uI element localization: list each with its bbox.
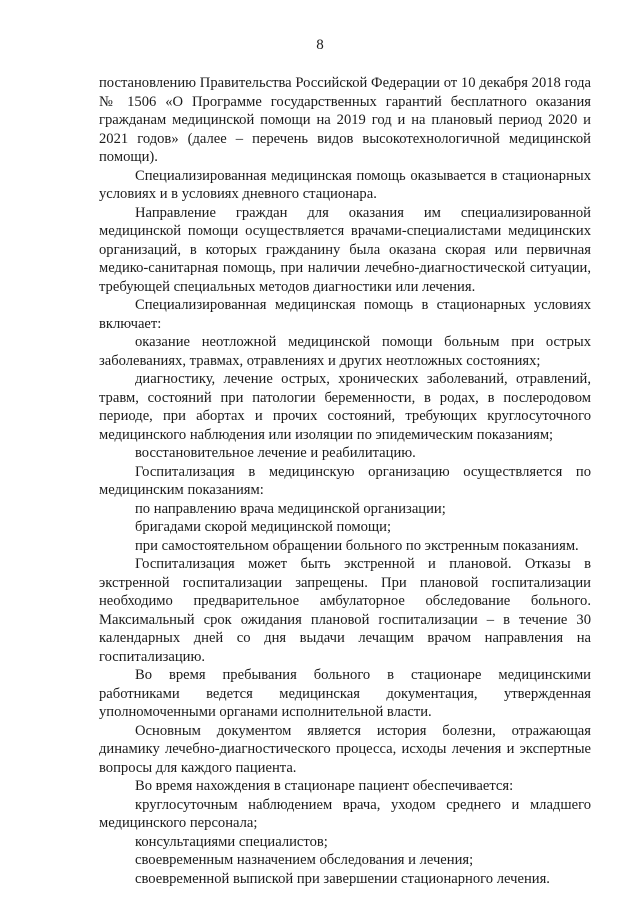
list-item: своевременной выпиской при завершении стационарного лечения. — [135, 870, 550, 887]
paragraph: Во время нахождения в стационаре пациент обеспечивается: — [135, 778, 514, 794]
paragraph-continuation: постановлению Правительства Российской Федерации от 10 декабря 2018 года № 1506 «О Программе государственных гарантий бесплатного оказания гражданам медицинской помощи на 2019 год и на плановый период 2020 и 2021 годов» (далее – перечень видов высокотехнологичной медицинской помощи). — [99, 75, 591, 165]
list-item: консультациями специалистов; — [135, 833, 328, 850]
list-item: восстановительное лечение и реабилитацию. — [135, 445, 416, 461]
paragraph: Основным документом является история болезни, отражающая динамику лечебно-диагностического процесса, исходы лечения и экспертные вопросы для каждого пациента. — [99, 722, 591, 776]
paragraph: Направление граждан для оказания им специализированной медицинской помощи осуществляется врачами-специалистами медицинских организаций, в которых гражданину была оказана скорая или первичная медико-санитарная помощь, при наличии лечебно-диагностической ситуации, требующей специальных методов диагностики или лечения. — [99, 204, 591, 295]
paragraph: Специализированная медицинская помощь оказывается в стационарных условиях и в условиях дневного стационара. — [99, 167, 591, 202]
list-item: диагностику, лечение острых, хронических заболеваний, отравлений, травм, состояний при патологии беременности, в родах, в послеродовом периоде, при абортах и прочих состояний, требующих круглосуточного медицинского наблюдения или изоляции по эпидемическим показаниям; — [99, 371, 591, 443]
paragraph: Госпитализация в медицинскую организацию осуществляется по медицинским показаниям: — [99, 463, 591, 498]
paragraph: Специализированная медицинская помощь в стационарных условиях включает: — [99, 297, 591, 332]
page-number: 8 — [316, 37, 324, 53]
list-item: круглосуточным наблюдением врача, уходом среднего и младшего медицинского персонала; — [99, 796, 591, 831]
list-item: бригадами скорой медицинской помощи; — [135, 519, 391, 535]
paragraph: Госпитализация может быть экстренной и плановой. Отказы в экстренной госпитализации запрещены. При плановой госпитализации необходимо предварительное амбулаторное обследование больного. Максимальный срок ожидания плановой госпитализации – в течение 30 календарных дней со дня выдачи лечащим врачом направления на госпитализацию. — [99, 556, 591, 665]
list-item: оказание неотложной медицинской помощи больным при острых заболеваниях, травмах, отравлениях и других неотложных состояниях; — [99, 334, 591, 369]
list-item: своевременным назначением обследования и лечения; — [135, 852, 474, 868]
list-item: при самостоятельном обращении больного по экстренным показаниям. — [135, 537, 579, 554]
document-body — [99, 74, 591, 888]
paragraph: Во время пребывания больного в стационаре медицинскими работниками ведется медицинская документация, утвержденная уполномоченными органами исполнительной власти. — [99, 667, 591, 720]
list-item: по направлению врача медицинской организации; — [135, 500, 446, 517]
